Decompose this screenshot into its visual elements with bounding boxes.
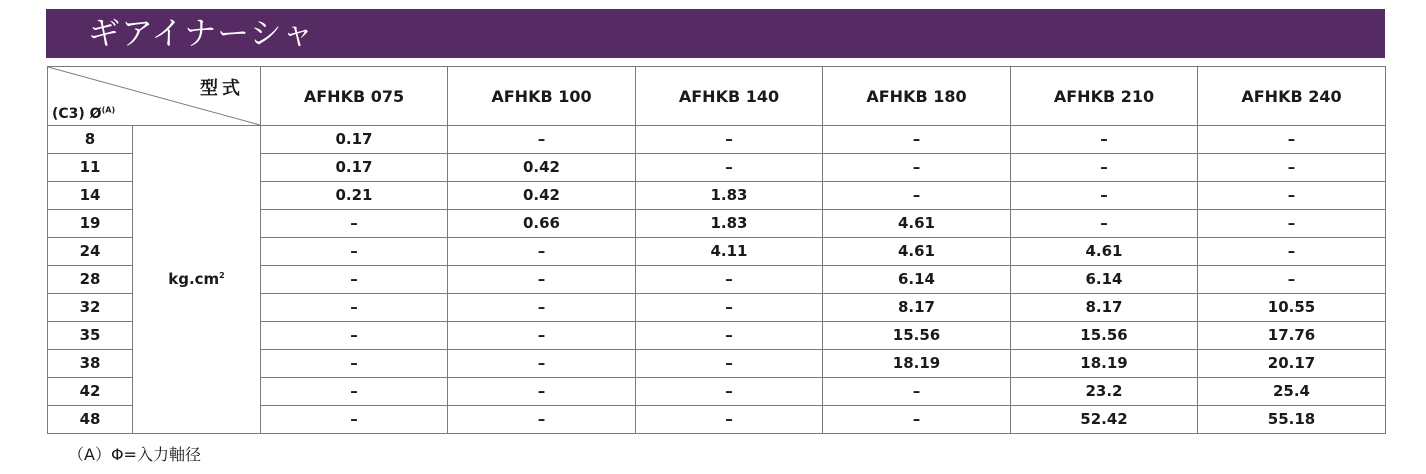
unit-base: kg.cm — [168, 270, 220, 288]
inertia-value-cell: – — [1198, 126, 1386, 154]
inertia-value-cell: – — [1198, 238, 1386, 266]
inertia-value-cell: – — [261, 378, 448, 406]
inertia-value-cell: 4.61 — [1011, 238, 1198, 266]
shaft-diameter-cell: 14 — [48, 182, 133, 210]
inertia-value-cell: – — [823, 154, 1011, 182]
inertia-value-cell: 15.56 — [823, 322, 1011, 350]
inertia-value-cell: – — [823, 378, 1011, 406]
shaft-diameter-cell: 11 — [48, 154, 133, 182]
inertia-value-cell: – — [261, 238, 448, 266]
shaft-diameter-cell: 24 — [48, 238, 133, 266]
footnote: （A）Φ=入力軸径 — [68, 445, 201, 464]
inertia-value-cell: 17.76 — [1198, 322, 1386, 350]
inertia-value-cell: 8.17 — [823, 294, 1011, 322]
inertia-value-cell: 15.56 — [1011, 322, 1198, 350]
inertia-value-cell: 0.21 — [261, 182, 448, 210]
shaft-diameter-cell: 19 — [48, 210, 133, 238]
inertia-value-cell: – — [261, 266, 448, 294]
inertia-value-cell: – — [1198, 182, 1386, 210]
inertia-value-cell: – — [1011, 210, 1198, 238]
inertia-value-cell: – — [448, 266, 636, 294]
model-header: AFHKB 210 — [1011, 67, 1198, 126]
inertia-value-cell: 20.17 — [1198, 350, 1386, 378]
axis-label-text: (C3) Ø — [52, 106, 102, 122]
axis-label — [52, 105, 115, 123]
inertia-value-cell: – — [823, 406, 1011, 434]
inertia-value-cell: – — [448, 322, 636, 350]
inertia-value-cell: – — [636, 350, 823, 378]
inertia-value-cell: – — [636, 294, 823, 322]
inertia-value-cell: – — [636, 154, 823, 182]
inertia-value-cell: 0.42 — [448, 182, 636, 210]
inertia-value-cell: 6.14 — [823, 266, 1011, 294]
inertia-value-cell: 0.66 — [448, 210, 636, 238]
gear-inertia-table — [47, 66, 1386, 434]
inertia-value-cell: – — [448, 126, 636, 154]
inertia-value-cell: – — [636, 266, 823, 294]
inertia-value-cell: – — [1198, 154, 1386, 182]
table-row — [48, 126, 1386, 154]
page-title: ギアイナーシャ — [88, 14, 315, 52]
inertia-value-cell: 18.19 — [823, 350, 1011, 378]
inertia-value-cell: – — [448, 378, 636, 406]
inertia-value-cell: – — [448, 406, 636, 434]
inertia-value-cell: 52.42 — [1011, 406, 1198, 434]
inertia-value-cell: – — [261, 322, 448, 350]
inertia-value-cell: – — [448, 238, 636, 266]
inertia-value-cell: – — [1011, 154, 1198, 182]
shaft-diameter-cell: 32 — [48, 294, 133, 322]
inertia-value-cell: – — [636, 378, 823, 406]
inertia-value-cell: 0.42 — [448, 154, 636, 182]
inertia-value-cell: – — [1198, 210, 1386, 238]
inertia-value-cell: 10.55 — [1198, 294, 1386, 322]
inertia-value-cell: – — [261, 210, 448, 238]
inertia-value-cell: – — [1011, 182, 1198, 210]
inertia-value-cell: – — [261, 350, 448, 378]
inertia-value-cell: – — [261, 406, 448, 434]
inertia-value-cell: 4.61 — [823, 210, 1011, 238]
inertia-value-cell: 18.19 — [1011, 350, 1198, 378]
inertia-value-cell: 1.83 — [636, 210, 823, 238]
axis-label-sup: (A) — [101, 105, 116, 115]
shaft-diameter-cell: 28 — [48, 266, 133, 294]
shaft-diameter-cell: 38 — [48, 350, 133, 378]
inertia-value-cell: 4.11 — [636, 238, 823, 266]
inertia-value-cell: 1.83 — [636, 182, 823, 210]
inertia-value-cell: 55.18 — [1198, 406, 1386, 434]
inertia-value-cell: – — [636, 322, 823, 350]
unit-sup: 2 — [219, 271, 225, 280]
shaft-diameter-cell: 48 — [48, 406, 133, 434]
inertia-value-cell: – — [1011, 126, 1198, 154]
inertia-value-cell: – — [261, 294, 448, 322]
model-header: AFHKB 100 — [448, 67, 636, 126]
inertia-value-cell: 4.61 — [823, 238, 1011, 266]
shaft-diameter-cell: 8 — [48, 126, 133, 154]
model-header: AFHKB 180 — [823, 67, 1011, 126]
inertia-value-cell: 8.17 — [1011, 294, 1198, 322]
inertia-value-cell: – — [823, 126, 1011, 154]
inertia-value-cell: 0.17 — [261, 126, 448, 154]
table-body — [48, 126, 1386, 434]
model-label: 型式 — [200, 78, 244, 99]
inertia-value-cell: – — [636, 406, 823, 434]
model-header: AFHKB 075 — [261, 67, 448, 126]
inertia-value-cell: – — [636, 126, 823, 154]
inertia-value-cell: 0.17 — [261, 154, 448, 182]
model-header: AFHKB 240 — [1198, 67, 1386, 126]
inertia-value-cell: 25.4 — [1198, 378, 1386, 406]
shaft-diameter-cell: 35 — [48, 322, 133, 350]
shaft-diameter-cell: 42 — [48, 378, 133, 406]
corner-header — [48, 67, 261, 126]
model-header: AFHKB 140 — [636, 67, 823, 126]
unit-cell — [133, 126, 261, 434]
inertia-value-cell: – — [823, 182, 1011, 210]
inertia-value-cell: 23.2 — [1011, 378, 1198, 406]
title-bar — [46, 9, 1385, 58]
inertia-value-cell: 6.14 — [1011, 266, 1198, 294]
inertia-value-cell: – — [448, 350, 636, 378]
inertia-value-cell: – — [1198, 266, 1386, 294]
header-row — [48, 67, 1386, 126]
inertia-value-cell: – — [448, 294, 636, 322]
